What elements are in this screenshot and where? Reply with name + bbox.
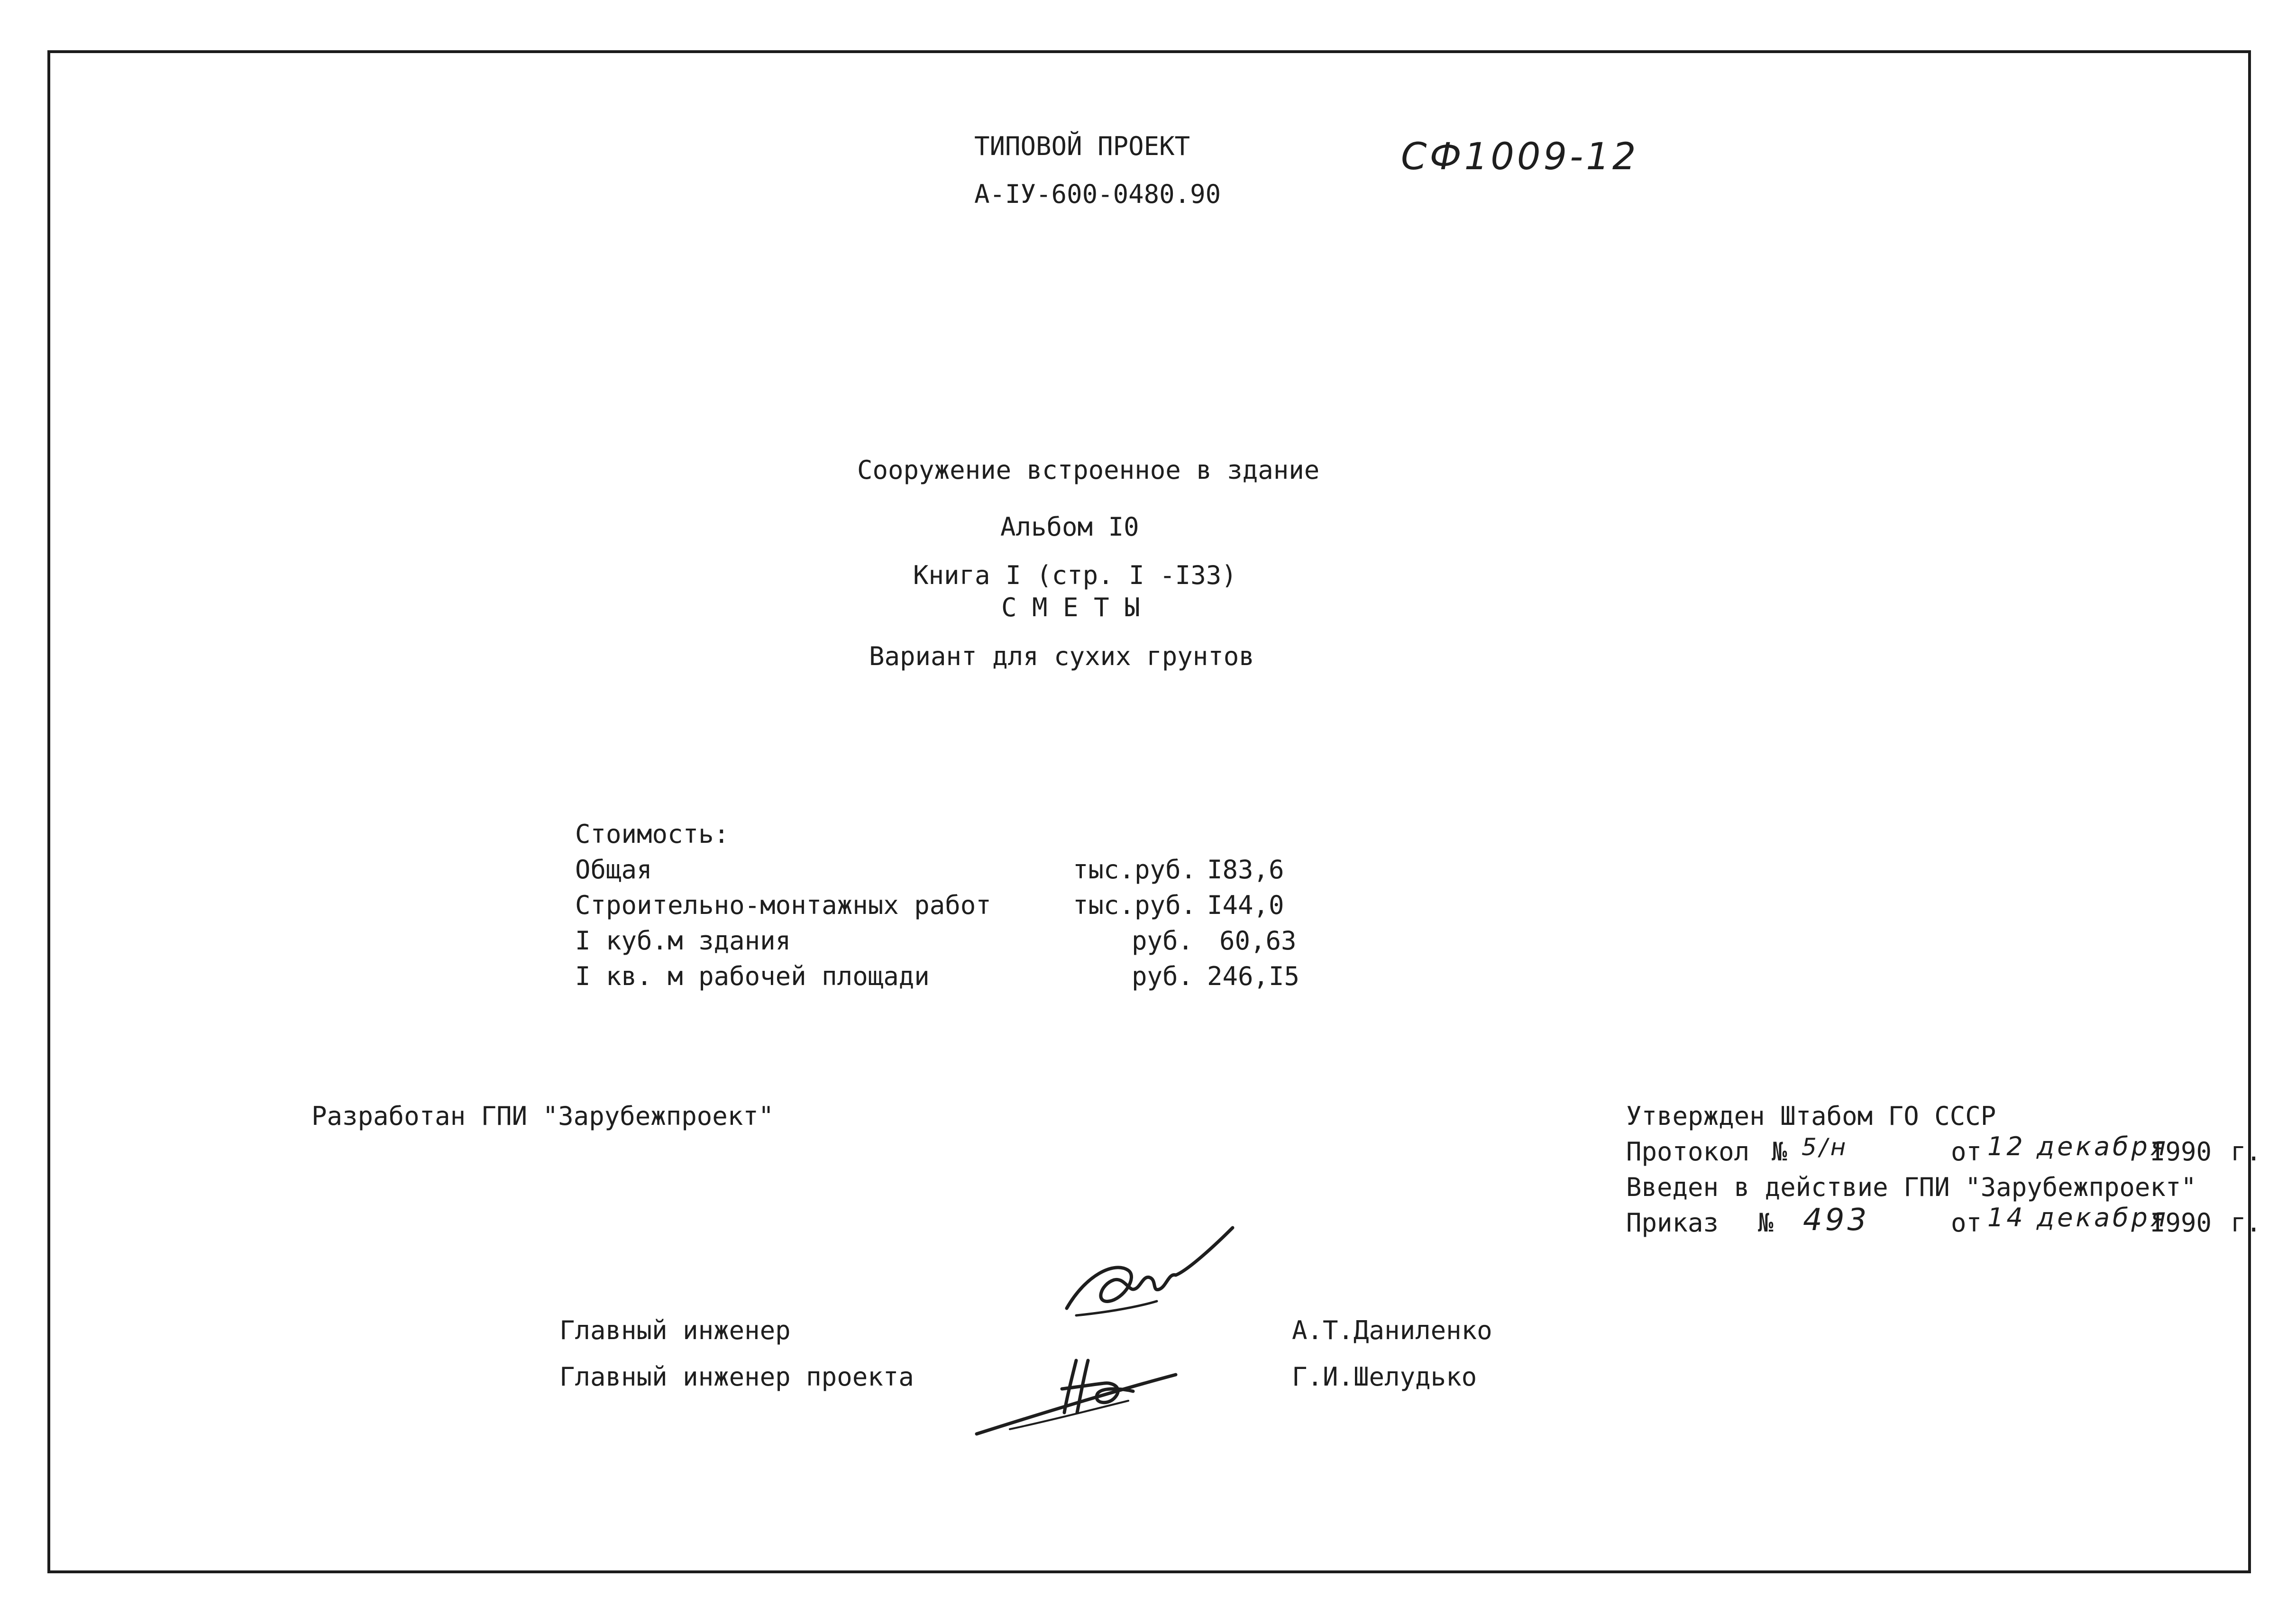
book-number: Книга I (стр. I -I33)	[913, 560, 1237, 590]
protocol-year: I990	[2150, 1137, 2212, 1167]
cost-label: I куб.м здания	[575, 926, 791, 956]
chief-project-engineer-name: Г.И.Шелудько	[1292, 1362, 1477, 1392]
handwritten-code: СФ1009-12	[1401, 136, 1639, 178]
chief-engineer-title: Главный инженер	[559, 1315, 791, 1345]
cost-unit: тыс.руб.	[1073, 890, 1197, 920]
enacted-by: Введен в действие ГПИ "Зарубежпроект"	[1626, 1172, 2196, 1202]
project-code: А-IУ-600-0480.90	[974, 179, 1221, 209]
order-from: от	[1951, 1208, 1982, 1238]
cost-value: 246,I5	[1207, 961, 1300, 991]
order-date: 14 декабря	[1987, 1203, 2169, 1232]
protocol-number-sign: №	[1772, 1137, 1787, 1167]
project-type: ТИПОВОЙ ПРОЕКТ	[974, 131, 1190, 161]
cost-unit: руб.	[1132, 961, 1194, 991]
chief-project-engineer-signature	[972, 1341, 1185, 1446]
chief-project-engineer-title: Главный инженер проекта	[559, 1362, 914, 1392]
cost-unit: руб.	[1132, 926, 1194, 956]
protocol-date: 12 декабря	[1987, 1131, 2169, 1161]
order-label: Приказ	[1626, 1208, 1719, 1238]
chief-engineer-signature	[1057, 1218, 1237, 1341]
cost-heading: Стоимость:	[575, 819, 730, 849]
cost-value: I83,6	[1207, 855, 1284, 885]
cost-label: I кв. м рабочей площади	[575, 961, 930, 991]
cost-value: 60,63	[1219, 926, 1297, 956]
chief-engineer-name: А.Т.Даниленко	[1292, 1315, 1492, 1345]
order-number: 493	[1803, 1203, 1870, 1238]
variant-title: Вариант для сухих грунтов	[869, 641, 1254, 671]
protocol-number: 5/н	[1802, 1133, 1849, 1161]
order-year-suffix: г.	[2231, 1208, 2262, 1238]
cost-label: Общая	[575, 855, 652, 885]
order-year: I990	[2150, 1208, 2212, 1238]
developer-line: Разработан ГПИ "Зарубежпроект"	[311, 1101, 774, 1131]
album-number: Альбом I0	[1000, 512, 1139, 542]
protocol-label: Протокол	[1626, 1137, 1750, 1167]
protocol-year-suffix: г.	[2231, 1137, 2262, 1167]
approved-by: Утвержден Штабом ГО СССР	[1626, 1101, 1996, 1131]
document-type: С М Е Т Ы	[1001, 593, 1140, 622]
cost-label: Строительно-монтажных работ	[575, 890, 991, 920]
protocol-from: от	[1951, 1137, 1982, 1167]
cost-unit: тыс.руб.	[1073, 855, 1197, 885]
cost-value: I44,0	[1207, 890, 1284, 920]
subject-title: Сооружение встроенное в здание	[857, 455, 1320, 485]
order-number-sign: №	[1758, 1208, 1774, 1238]
